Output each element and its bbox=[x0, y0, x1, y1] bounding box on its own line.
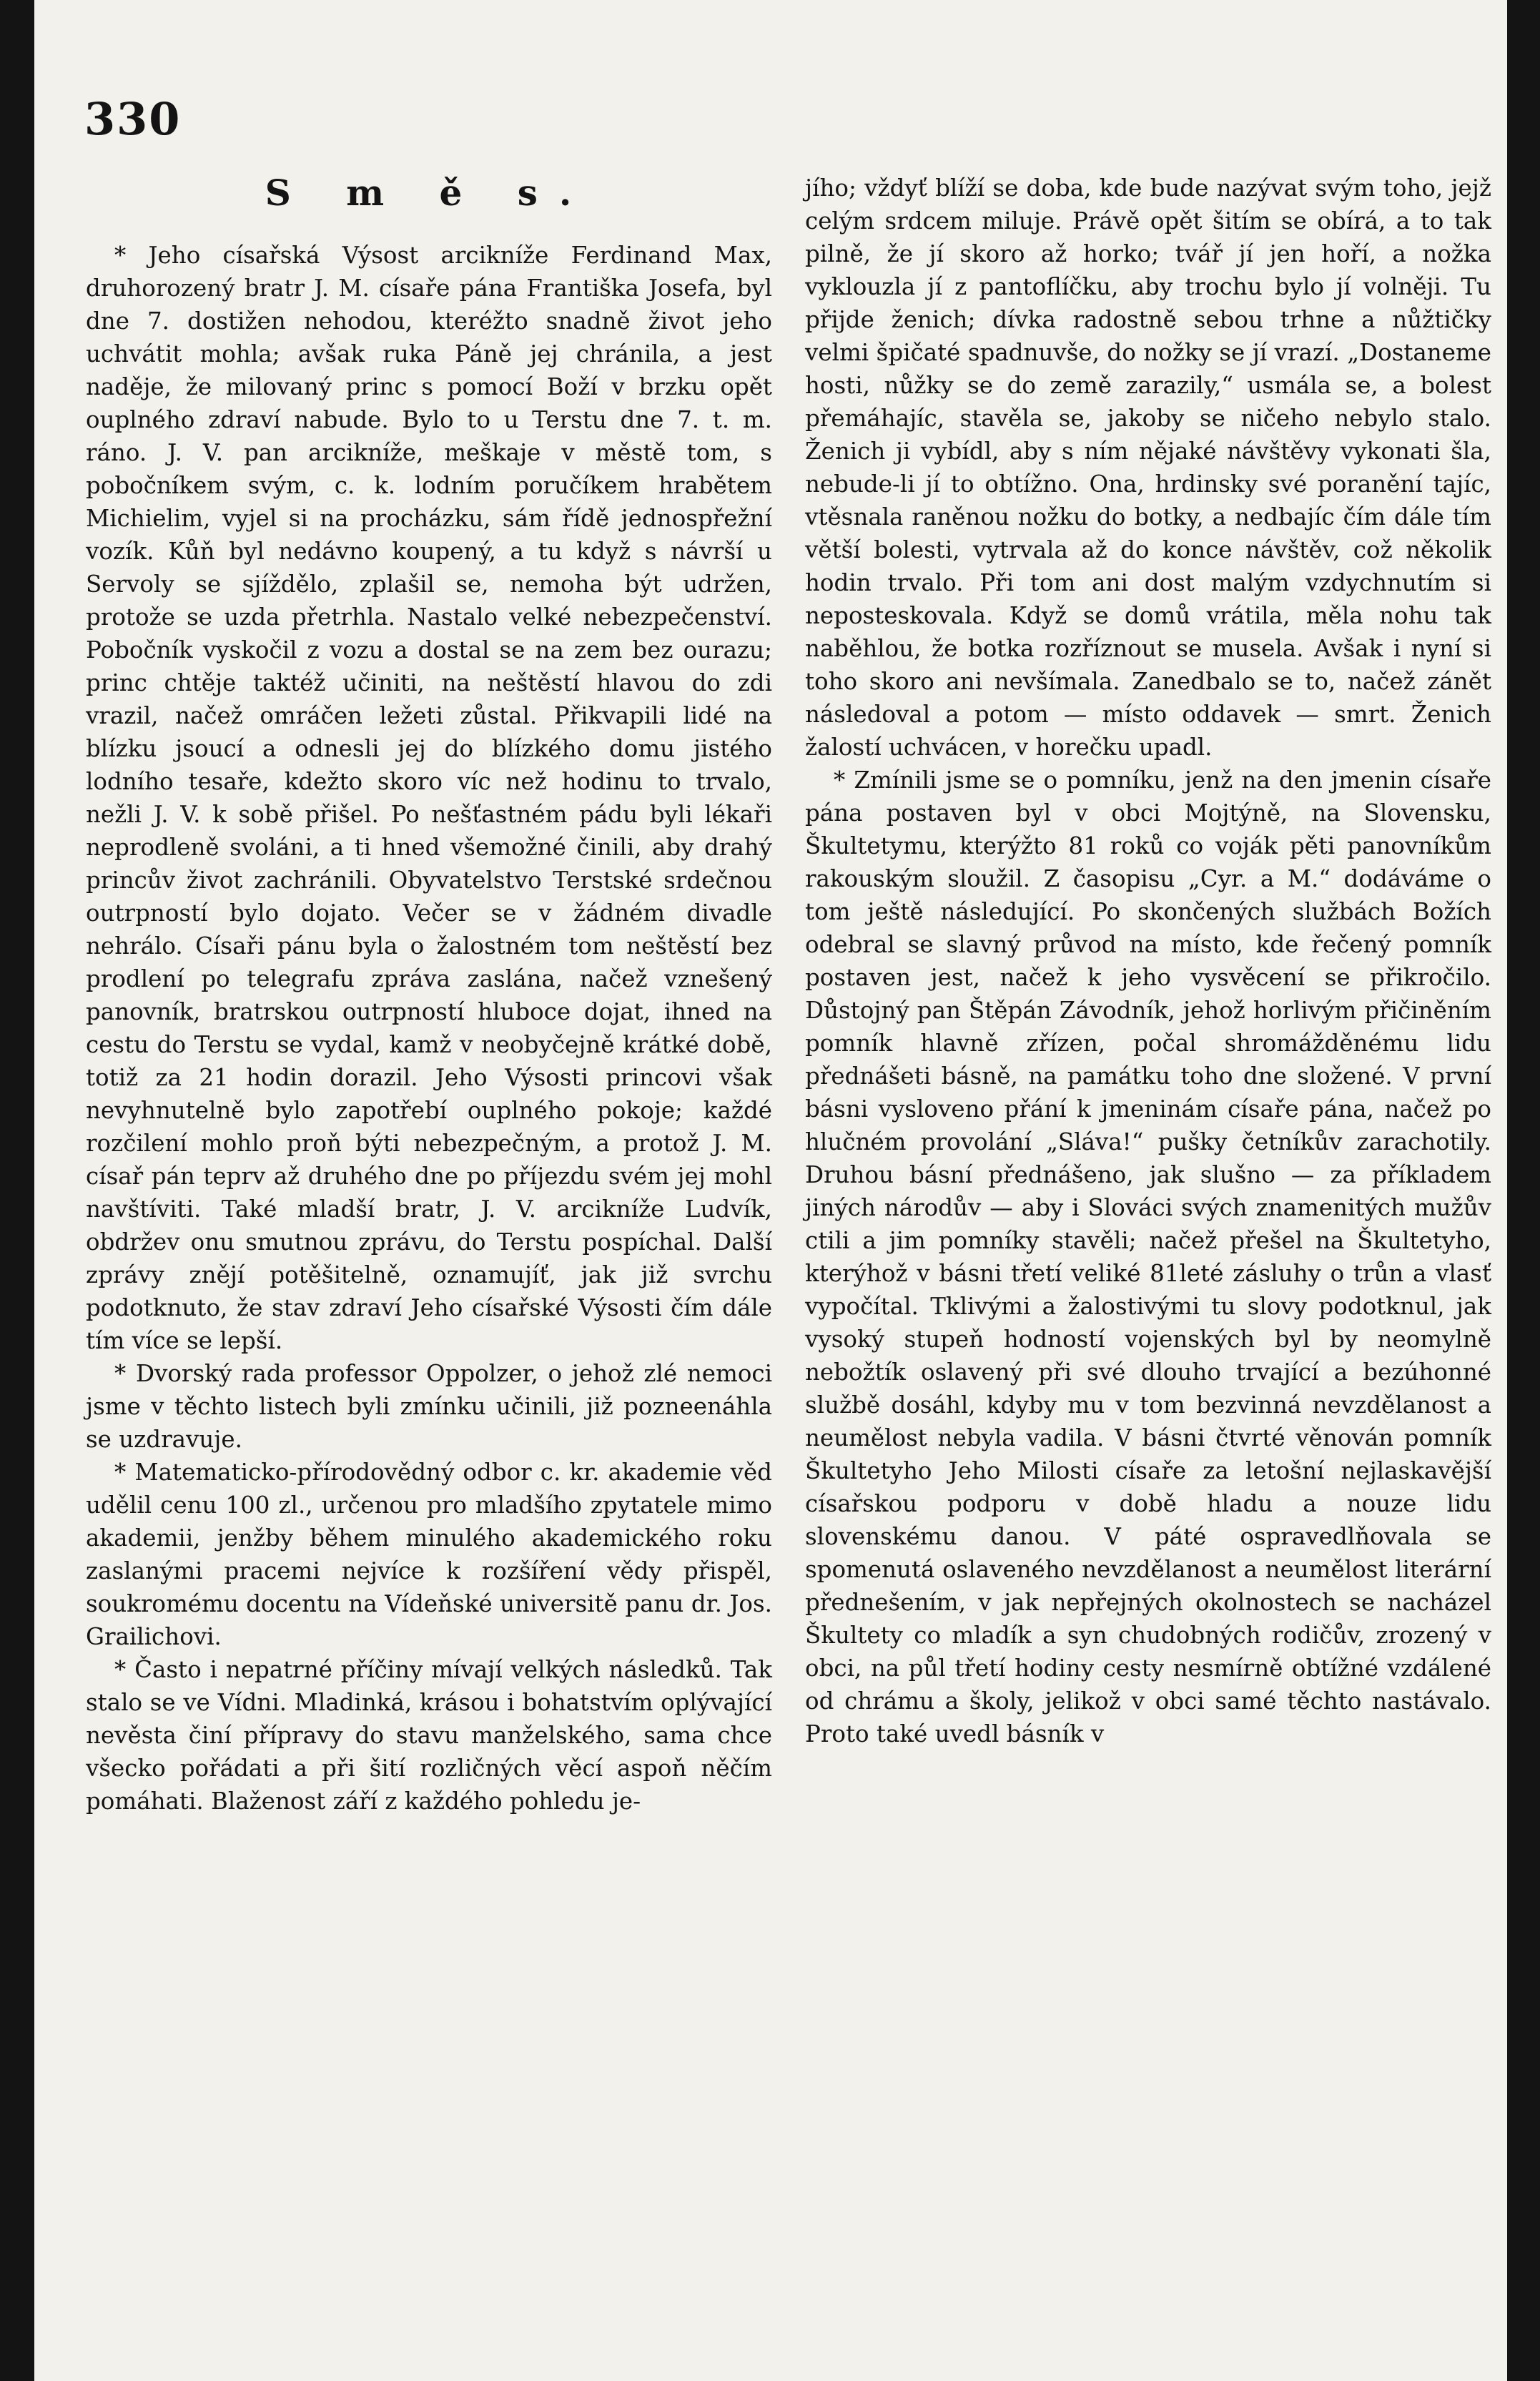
news-item-bride-story-continued: jího; vždyť blíží se doba, kde bude nazývat svým toho, jejž celým srdcem miluje. Právě opět šitím se obírá, a to tak pilně, že jí skoro až horko; tvář jí jen hoří, a nožka vyklouzla jí z pantoflíčku, aby trochu bylo jí volněji. Tu přijde ženich; dívka radostně sebou trhne a nůžtičky velmi špičaté spadnuvše, do nožky se jí vrazí. „Dostaneme hosti, nůžky se do země zarazily,“ usmála se, a bolest přemáhajíc, stavěla se, jakoby se ničeho nebylo stalo. Ženich ji vybídl, aby s ním nějaké návštěvy vykonati šla, nebude-li jí to obtížno. Ona, hrdinsky své poranění tajíc, vtěsnala raněnou nožku do botky, a nedbajíc čím dále tím větší bolesti, vytrvala až do konce návštěv, což několik hodin trvalo. Při tom ani dost malým vzdychnutím si neposteskovala. Když se domů vrátila, měla nohu tak naběhlou, že botka rozříznout se musela. Avšak i nyní si toho skoro ani nevšímala. Zanedbalo se to, načež zánět následoval a potom — místo oddavek — smrt. Ženich žalostí uchvácen, v horečku upadl. bbox=[805, 174, 1491, 761]
news-item-skultety-monument: * Zmínili jsme se o pomníku, jenž na den jmenin císaře pána postaven byl v obci Mojtýně, na Slovensku, Škultetymu, kterýžto 81 roků co voják pěti panovníkům rakouským sloužil. Z časopisu „Cyr. a M.“ dodáváme o tom ještě následující. Po skončených službách Božích odebral se slavný průvod na místo, kde řečený pomník postaven jest, načež k jeho vysvěcení se přikročilo. Důstojný pan Štěpán Závodník, jehož horlivým přičiněním pomník hlavně zřízen, počal shromážděnému lidu přednášeti básně, na památku toho dne složené. V první básni vysloveno přání k jmeninám císaře pána, načež po hlučném provolání „Sláva!“ pušky četníkův zarachotily. Druhou básní přednášeno, jak slušno — za příkladem jiných národův — aby i Slováci svých znamenitých mužův ctili a jim pomníky stavěli; načež přešel na Škultetyho, kterýhož v básni třetí veliké 81leté zásluhy o trůn a vlasť vypočítal. Tklivými a žalostivými tu slovy podotknul, jak vysoký stupeň hodností vojenských byl by neomylně nebožtík oslavený při své dlouho trvající a bezúhonné službě dosáhl, kdyby mu v tom bezvinná nevzdělanost a neumělost nebyla vadila. V básni čtvrté věnován pomník Škultetyho Jeho Milosti císaře za letošní nejlaskavější císařskou podporu v době hladu a nouze lidu slovenskému danou. V páté ospravedlňovala se spomenutá oslaveného nevzdělanost a neumělost literární přednešením, v jak nepřejných okolnostech se nacházel Škultety co mladík a syn chudobných rodičův, zrozený v obci, na půl třetí hodiny cesty nesmírně obtížné vzdálené od chrámu a školy, jelikož v obci samé těchto nastávalo. Proto také uvedl básník v bbox=[805, 766, 1491, 1747]
news-item-oppolzer: * Dvorský rada professor Oppolzer, o jehož zlé nemoci jsme v těchto listech byli zmínku učinili, již pozneenáhla se uzdravuje. bbox=[86, 1360, 772, 1453]
news-item-academy-prize: * Matematicko-přírodovědný odbor c. kr. akademie věd udělil cenu 100 zl., určenou pro mladšího zpytatele mimo akademii, jenžby během minulého akademického roku zaslanými pracemi nejvíce k rozšíření vědy přispěl, soukromému docentu na Vídeňské universitě panu dr. Jos. Grailichovi. bbox=[86, 1459, 772, 1650]
section-title: S m ě s. bbox=[265, 172, 593, 214]
news-item-archduke-accident: * Jeho císařská Výsost arcikníže Ferdinand Max, druhorozený bratr J. M. císaře pána Františka Josefa, byl dne 7. dostižen nehodou, kteréžto snadně život jeho uchvátit mohla; avšak ruka Páně jej chránila, a jest naděje, že milovaný princ s pomocí Boží v brzku opět ouplného zdraví nabude. Bylo to u Terstu dne 7. t. m. ráno. J. V. pan arcikníže, meškaje v městě tom, s pobočníkem svým, c. k. lodním poručíkem hrabětem Michielim, vyjel si na procházku, sám řídě jednospřežní vozík. Kůň byl nedávno koupený, a tu když s návrší u Servoly se sjíždělo, zplašil se, nemoha být udržen, protože se uzda přetrhla. Nastalo velké nebezpečenství. Pobočník vyskočil z vozu a dostal se na zem bez ourazu; princ chtěje taktéž učiniti, na neštěstí hlavou do zdi vrazil, načež omráčen ležeti zůstal. Přikvapili lidé na blízku jsoucí a odnesli jej do blízkého domu jistého lodního tesaře, kdežto skoro víc než hodinu to trvalo, nežli J. V. k sobě přišel. Po nešťastném pádu byli lékaři neprodleně svoláni, a ti hned všemožné činili, aby drahý princův život zachránili. Obyvatelstvo Terstské srdečnou outrpností bylo dojato. Večer se v žádném divadle nehrálo. Císaři pánu byla o žalostném tom neštěstí bez prodlení po telegrafu zpráva zaslána, načež vznešený panovník, bratrskou outrpností hluboce dojat, ihned na cestu do Terstu se vydal, kamž v neobyčejně krátké době, totiž za 21 hodin dorazil. Jeho Výsosti princovi však nevyhnutelně bylo zapotřebí ouplného pokoje; každé rozčilení mohlo proň býti nebezpečným, a protož J. M. císař pán teprv až druhého dne po příjezdu svém jej mohl navštíviti. Také mladší bratr, J. V. arcikníže Ludvík, obdržev onu smutnou zprávu, do Terstu pospíchal. Další zprávy znějí potěšitelně, oznamujíť, jak již svrchu podotknuto, že stav zdraví Jeho císařské Výsosti čím dále tím více se lepší. bbox=[86, 242, 772, 1354]
left-column bbox=[86, 172, 772, 1818]
page-number: 330 bbox=[84, 93, 182, 145]
newspaper-page bbox=[34, 0, 1507, 2381]
right-column bbox=[805, 172, 1491, 1750]
news-item-bride-story: * Často i nepatrné příčiny mívají velkých následků. Tak stalo se ve Vídni. Mladinká, krásou i bohatstvím oplývající nevěsta činí přípravy do stavu manželského, sama chce všecko pořádati a při šití rozličných věcí aspoň něčím pomáhati. Blaženost září z každého pohledu je- bbox=[86, 1656, 772, 1815]
